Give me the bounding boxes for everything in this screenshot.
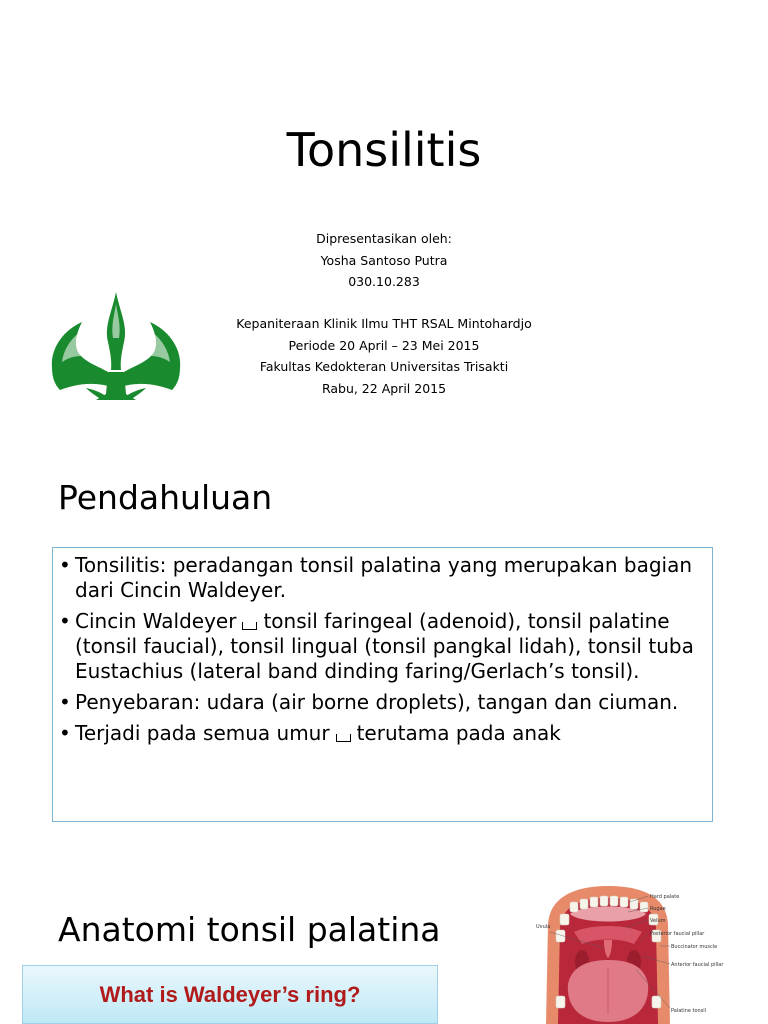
bullet-icon: • bbox=[59, 721, 71, 745]
label-velum: Velum bbox=[650, 918, 666, 924]
bullet-text-before: Terjadi pada semua umur bbox=[75, 721, 330, 745]
bullet-text bbox=[75, 721, 561, 746]
waldeyer-banner bbox=[22, 965, 438, 1024]
anatomy-title: Anatomi tonsil palatina bbox=[58, 910, 441, 949]
section-title: Pendahuluan bbox=[58, 478, 273, 517]
presenter-label: Dipresentasikan oleh: bbox=[316, 231, 452, 246]
trisakti-logo-icon bbox=[46, 290, 186, 402]
bullet-text: Penyebaran: udara (air borne droplets), tangan dan ciuman. bbox=[75, 690, 679, 714]
label-anterior-pillar: Anterior faucial pillar bbox=[671, 962, 724, 968]
bullet-text bbox=[75, 609, 702, 684]
faculty-name: Fakultas Kedokteran Universitas Trisakti bbox=[259, 359, 509, 374]
bullet-list bbox=[52, 547, 713, 822]
list-item bbox=[57, 721, 702, 746]
label-hard-palate: Hard palate bbox=[650, 894, 680, 900]
clinic-name: Kepaniteraan Klinik Ilmu THT RSAL Mintohardjo bbox=[236, 316, 532, 331]
label-posterior-pillar: Posterior faucial pillar bbox=[650, 931, 705, 937]
bullet-icon: • bbox=[59, 609, 71, 633]
label-buccinator: Buccinator muscle bbox=[671, 944, 718, 950]
arrow-icon bbox=[242, 622, 257, 630]
bullet-text: Tonsilitis: peradangan tonsil palatina yang merupakan bagian dari Cincin Waldeyer. bbox=[75, 553, 693, 602]
bullet-text-before: Cincin Waldeyer bbox=[75, 609, 237, 633]
bullet-icon: • bbox=[59, 690, 71, 714]
label-palatine-tonsil: Palatine tonsil bbox=[671, 1008, 707, 1014]
presenter-info bbox=[0, 228, 768, 293]
presenter-id: 030.10.283 bbox=[348, 274, 420, 289]
bullet-text-after: tonsil faringeal (adenoid), tonsil palatine (tonsil faucial), tonsil lingual (tonsil pangkal lidah), tonsil tuba Eustachius (lateral band dinding faring/Gerlach’s tonsil). bbox=[75, 609, 694, 683]
oral-cavity-diagram bbox=[530, 884, 768, 1024]
arrow-icon bbox=[336, 734, 351, 742]
list-item bbox=[57, 690, 702, 715]
bullet-icon: • bbox=[59, 553, 71, 577]
label-uvula: Uvula bbox=[536, 924, 551, 930]
slide-title: Tonsilitis bbox=[286, 123, 482, 177]
presenter-name: Yosha Santoso Putra bbox=[320, 252, 448, 268]
label-rugae: Rugae bbox=[650, 906, 666, 912]
bullet-text-after: terutama pada anak bbox=[356, 721, 561, 745]
presentation-date: Rabu, 22 April 2015 bbox=[321, 380, 447, 396]
clinic-period: Periode 20 April – 23 Mei 2015 bbox=[288, 337, 480, 353]
waldeyer-banner-text: What is Waldeyer’s ring? bbox=[99, 982, 361, 1007]
list-item bbox=[57, 553, 702, 603]
list-item bbox=[57, 609, 702, 684]
